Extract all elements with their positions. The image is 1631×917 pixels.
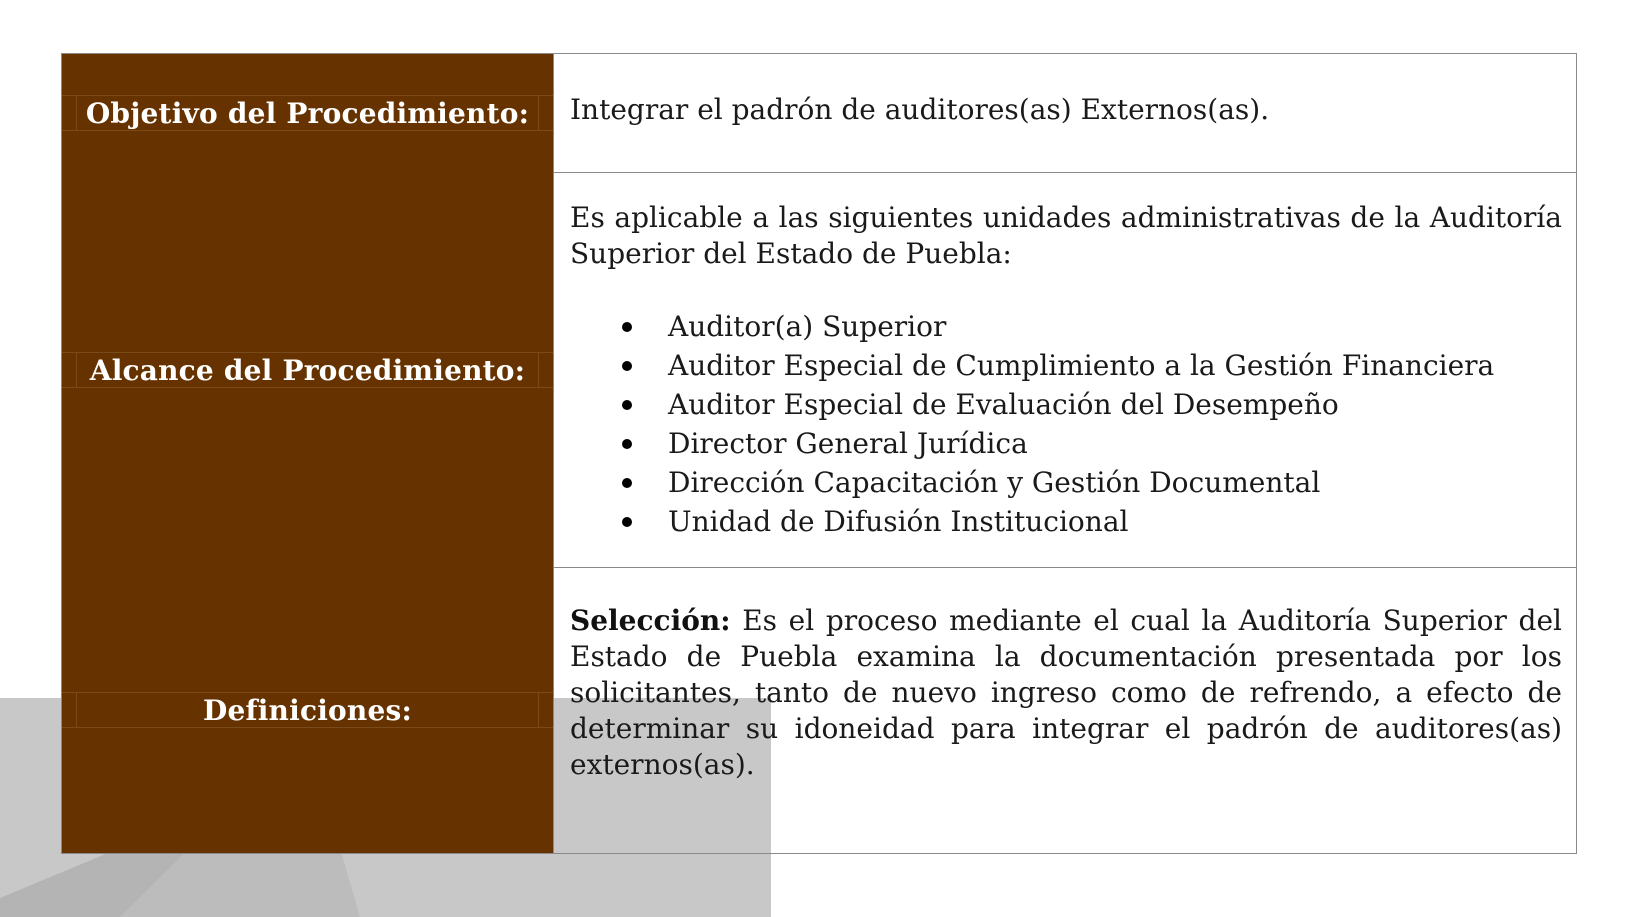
label-objetivo: Objetivo del Procedimiento:: [62, 95, 553, 131]
bullet-icon: [622, 400, 632, 410]
label-cell-objetivo: [62, 54, 553, 172]
list-item-text: Dirección Capacitación y Gestión Documental: [668, 466, 1321, 499]
list-item: [570, 463, 1494, 502]
definition-term: Selección:: [570, 604, 731, 637]
list-item-text: Director General Jurídica: [668, 427, 1028, 460]
list-item: [570, 385, 1494, 424]
list-item-text: Auditor Especial de Cumplimiento a la Gestión Financiera: [668, 349, 1495, 382]
bullet-icon: [622, 361, 632, 371]
list-item: [570, 502, 1494, 541]
procedure-table: [61, 53, 1577, 854]
bullet-icon: [622, 439, 632, 449]
bullet-icon: [622, 517, 632, 527]
content-cell-definiciones: [553, 567, 1576, 853]
unit-list: [570, 307, 1494, 541]
list-item-text: Auditor Especial de Evaluación del Desempeño: [668, 388, 1339, 421]
objetivo-text: Integrar el padrón de auditores(as) Externos(as).: [570, 93, 1270, 126]
content-cell-alcance: [553, 172, 1576, 567]
label-definiciones: Definiciones:: [62, 692, 553, 728]
list-item: [570, 307, 1494, 346]
definition-paragraph: [570, 603, 1562, 783]
list-item-text: Auditor(a) Superior: [668, 310, 947, 343]
row-alcance: [62, 172, 1576, 568]
row-definiciones: [62, 567, 1576, 853]
label-cell-definiciones: [62, 567, 553, 853]
definition-body: Es el proceso mediante el cual la Auditoría Superior del Estado de Puebla examina la documentación presentada por los solicitantes, tanto de nuevo ingreso como de refrendo, a efecto de determinar su idoneidad para integrar el padrón de auditores(as) externos(as).: [570, 604, 1562, 781]
list-item: [570, 424, 1494, 463]
content-cell-objetivo: [553, 54, 1576, 172]
list-item: [570, 346, 1494, 385]
bullet-icon: [622, 322, 632, 332]
label-cell-alcance: [62, 172, 553, 567]
list-item-text: Unidad de Difusión Institucional: [668, 505, 1129, 538]
label-alcance: Alcance del Procedimiento:: [62, 352, 553, 388]
bullet-icon: [622, 478, 632, 488]
alcance-intro: Es aplicable a las siguientes unidades administrativas de la Auditoría Superior del Estado de Puebla:: [570, 201, 1562, 270]
row-objetivo: [62, 54, 1576, 173]
